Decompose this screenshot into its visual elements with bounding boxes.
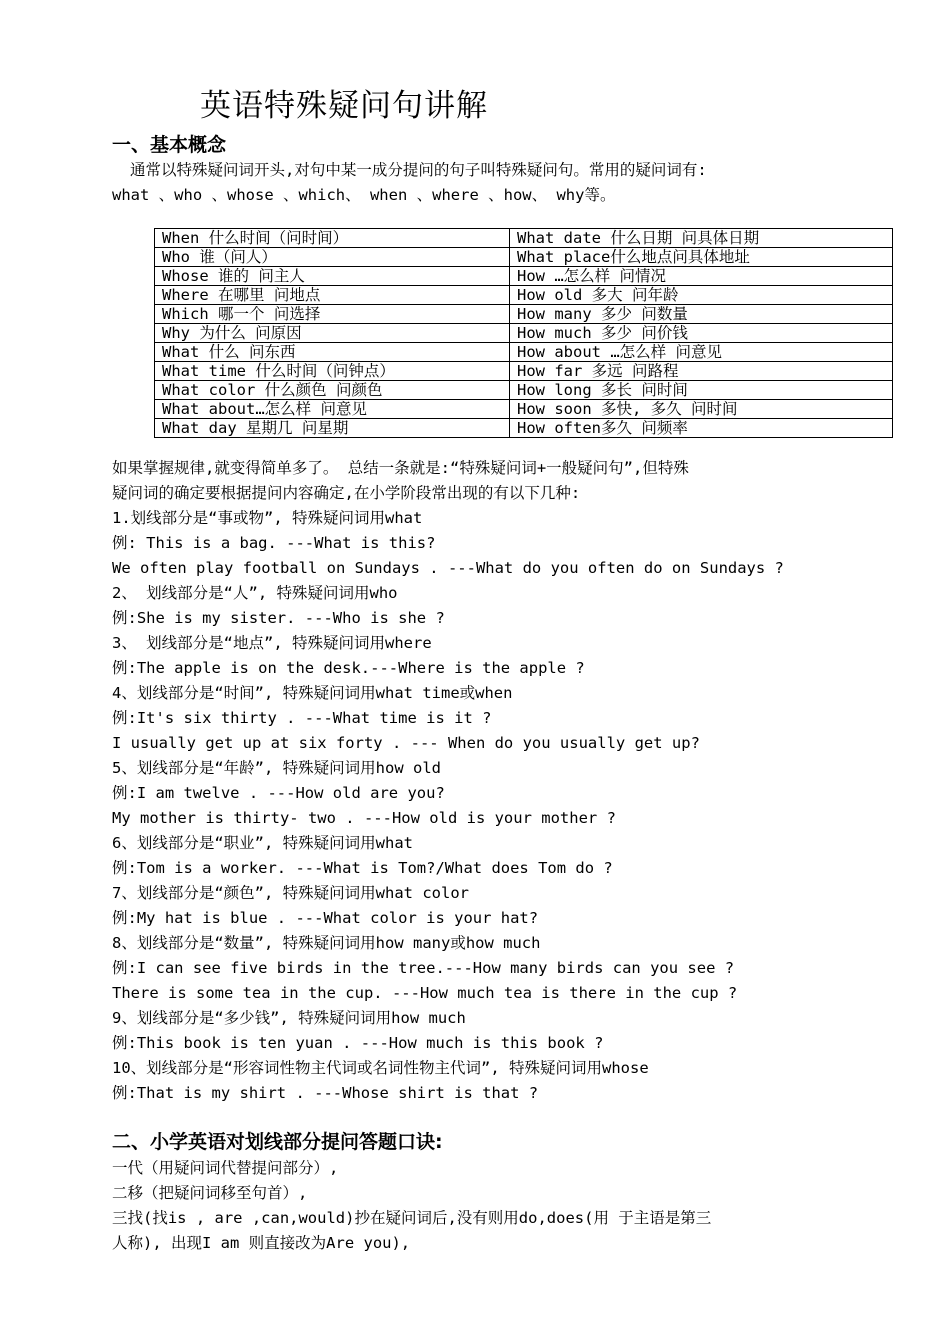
table-cell: Why 为什么 问原因 xyxy=(155,324,510,343)
body-line: 5、划线部分是“年龄”, 特殊疑问词用how old xyxy=(112,759,441,777)
body-line: 8、划线部分是“数量”, 特殊疑问词用how many或how much xyxy=(112,934,541,952)
body-line: 6、划线部分是“职业”, 特殊疑问词用what xyxy=(112,834,413,852)
mnemonic-line: 三找(找is , are ,can,would)抄在疑问词后,没有则用do,does(用 于主语是第三 xyxy=(112,1209,712,1227)
table-row xyxy=(155,343,893,362)
body-line: 例:My hat is blue . ---What color is your hat? xyxy=(112,909,539,927)
table-cell: What 什么 问东西 xyxy=(155,343,510,362)
table-row xyxy=(155,229,893,248)
table-cell: What time 什么时间（问钟点） xyxy=(155,362,510,381)
table-cell: When 什么时间（问时间） xyxy=(155,229,510,248)
mnemonic-line: 二移（把疑问词移至句首）, xyxy=(112,1184,308,1202)
table-cell: Whose 谁的 问主人 xyxy=(155,267,510,286)
table-cell: Where 在哪里 问地点 xyxy=(155,286,510,305)
table-cell: How about …怎么样 问意见 xyxy=(510,343,893,362)
table-row xyxy=(155,305,893,324)
table-row xyxy=(155,362,893,381)
body-line: 9、划线部分是“多少钱”, 特殊疑问词用how much xyxy=(112,1009,466,1027)
body-line: 4、划线部分是“时间”, 特殊疑问词用what time或when xyxy=(112,684,513,702)
table-row xyxy=(155,248,893,267)
table-cell: How many 多少 问数量 xyxy=(510,305,893,324)
body-line: 例:Tom is a worker. ---What is Tom?/What does Tom do ? xyxy=(112,859,613,877)
table-row xyxy=(155,286,893,305)
body-line: 例:This book is ten yuan . ---How much is this book ? xyxy=(112,1034,604,1052)
body-line: 3、 划线部分是“地点”, 特殊疑问词用where xyxy=(112,634,432,652)
body-line: I usually get up at six forty . --- When do you usually get up? xyxy=(112,734,700,752)
body-line: 例:The apple is on the desk.---Where is the apple ? xyxy=(112,659,585,677)
table-cell: What place什么地点问具体地址 xyxy=(510,248,893,267)
body-line: 疑问词的确定要根据提问内容确定,在小学阶段常出现的有以下几种: xyxy=(112,484,581,502)
question-word-table xyxy=(154,228,893,438)
body-line: 例:I am twelve . ---How old are you? xyxy=(112,784,445,802)
body-line: 例: This is a bag. ---What is this? xyxy=(112,534,436,552)
table-cell: How much 多少 问价钱 xyxy=(510,324,893,343)
body-line: 10、划线部分是“形容词性物主代词或名词性物主代词”, 特殊疑问词用whose xyxy=(112,1059,649,1077)
table-cell: How …怎么样 问情况 xyxy=(510,267,893,286)
table-cell: What about…怎么样 问意见 xyxy=(155,400,510,419)
table-cell: How far 多远 问路程 xyxy=(510,362,893,381)
table-row xyxy=(155,267,893,286)
table-cell: What color 什么颜色 问颜色 xyxy=(155,381,510,400)
body-line: There is some tea in the cup. ---How much tea is there in the cup ? xyxy=(112,984,738,1002)
mnemonic-line: 人称), 出现I am 则直接改为Are you), xyxy=(112,1234,411,1252)
body-line: 2、 划线部分是“人”, 特殊疑问词用who xyxy=(112,584,398,602)
table-row xyxy=(155,400,893,419)
table-cell: Which 哪一个 问选择 xyxy=(155,305,510,324)
table-cell: What date 什么日期 问具体日期 xyxy=(510,229,893,248)
page-title: 英语特殊疑问句讲解 xyxy=(200,88,488,124)
body-line: We often play football on Sundays . ---What do you often do on Sundays ? xyxy=(112,559,784,577)
table-row xyxy=(155,419,893,438)
table-cell: What day 星期几 问星期 xyxy=(155,419,510,438)
table-cell: How long 多长 问时间 xyxy=(510,381,893,400)
section-heading-basic-concept: 一、基本概念 xyxy=(112,134,227,156)
mnemonic-line: 一代（用疑问词代替提问部分）, xyxy=(112,1159,339,1177)
intro-paragraph-line: what 、who 、whose 、which、 when 、where 、how、 why等。 xyxy=(112,186,616,204)
body-line: 7、划线部分是“颜色”, 特殊疑问词用what color xyxy=(112,884,469,902)
section-heading-answer-mnemonic: 二、小学英语对划线部分提问答题口诀: xyxy=(112,1131,443,1153)
table-row xyxy=(155,324,893,343)
table-cell: Who 谁（问人） xyxy=(155,248,510,267)
body-line: 例:It's six thirty . ---What time is it ? xyxy=(112,709,492,727)
body-line: 例:That is my shirt . ---Whose shirt is that ? xyxy=(112,1084,539,1102)
table-row xyxy=(155,381,893,400)
body-line: 1.划线部分是“事或物”, 特殊疑问词用what xyxy=(112,509,423,527)
body-line: 如果掌握规律,就变得简单多了。 总结一条就是:“特殊疑问词+一般疑问句”,但特殊 xyxy=(112,459,689,477)
table-cell: How often多久 问频率 xyxy=(510,419,893,438)
body-line: 例:I can see five birds in the tree.---How many birds can you see ? xyxy=(112,959,735,977)
body-line: 例:She is my sister. ---Who is she ? xyxy=(112,609,445,627)
table-cell: How soon 多快, 多久 问时间 xyxy=(510,400,893,419)
body-line: My mother is thirty- two . ---How old is your mother ? xyxy=(112,809,616,827)
table-cell: How old 多大 问年龄 xyxy=(510,286,893,305)
intro-paragraph-line: 通常以特殊疑问词开头,对句中某一成分提问的句子叫特殊疑问句。常用的疑问词有: xyxy=(130,161,707,179)
